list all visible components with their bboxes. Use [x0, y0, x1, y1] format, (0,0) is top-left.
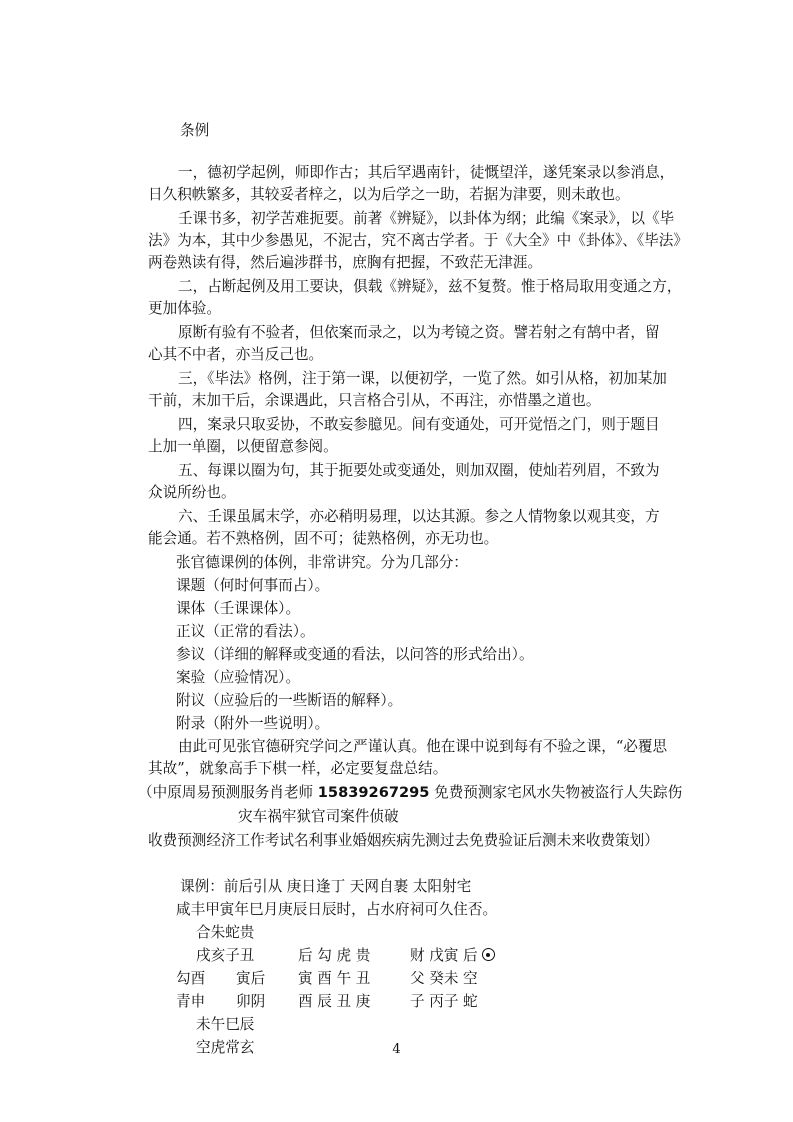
paragraph-line: 能会通。若不熟格例，固不可；徒熟格例，亦无功也。	[148, 530, 499, 547]
list-item: 案验（应验情况）。	[176, 669, 301, 686]
tianpan-row: 戌亥子丑	[196, 947, 255, 964]
case-description: 咸丰甲寅年巳月庚辰日辰时，占水府祠可久住否。	[176, 901, 498, 918]
paragraph-line: 原断有验有不验者，但依案而录之，以为考镜之资。譬若射之有鹄中者，留	[178, 324, 660, 341]
paragraph-line: 由此可见张官德研究学问之严谨认真。他在课中说到每有不验之课，“必覆思	[178, 738, 668, 755]
paragraph-line: 众说所纷也。	[148, 484, 236, 501]
case-header: 课例：前后引从 庚日逢丁 天网自裹 太阳射宅	[180, 878, 472, 895]
section-title: 条例	[180, 122, 210, 139]
paragraph-line: 一，德初学起例，师即作古；其后罕遇南针，徒慨望洋，遂凭案录以参消息，	[178, 164, 675, 181]
list-item: 课题（何时何事而占）。	[176, 577, 330, 594]
paragraph-line: 两卷熟读有得，然后遍涉群书，庶胸有把握，不致茫无津涯。	[148, 254, 543, 271]
paragraph-line: 更加体验。	[148, 300, 221, 317]
sanchuan-row: 父 癸未 空	[410, 970, 478, 987]
sike-row: 酉 辰 丑 庚	[298, 993, 371, 1010]
paragraph-line: 四，案录只取妥协，不敢妄参臆见。间有变通处，可开觉悟之门，则于题目	[178, 416, 660, 433]
tianpan-row: 勾酉	[176, 970, 206, 987]
contact-line: 灾车祸牢狱官司案件侦破	[238, 808, 399, 825]
paragraph-line: 上加一单圈，以便留意参阅。	[148, 438, 338, 455]
sike-row: 后 勾 虎 贵	[298, 947, 371, 964]
paragraph-line: 心其不中者，亦当反己也。	[148, 346, 324, 363]
paragraph-line: 二，占断起例及用工要诀，俱载《辨疑》，兹不复赘。惟于格局取用变通之方，	[178, 278, 682, 295]
contact-line: （中原周易预测服务肖老师 15839267295 免费预测家宅风水失物被盗行人失踪伤	[138, 784, 683, 801]
phone-number: 15839267295	[317, 784, 430, 801]
paragraph-line: 三，《毕法》格例，注于第一课，以便初学，一览了然。如引从格，初加某加	[178, 370, 667, 387]
tianpan-row: 未午巳辰	[196, 1016, 255, 1033]
list-item: 正议（正常的看法）。	[176, 623, 315, 640]
list-item: 参议（详细的解释或变通的看法，以问答的形式给出）。	[176, 646, 534, 663]
sanchuan-row: 子 丙子 蛇	[410, 993, 478, 1010]
paragraph-line: 干前，末加干后，余课遇此，只言格合引从，不再注，亦惜墨之道也。	[148, 392, 601, 409]
paragraph-line: 法》为本，其中少参愚见，不泥古，究不离古学者。于《大全》中《卦体》、《毕法》	[148, 232, 688, 249]
sun-circle-icon	[482, 948, 495, 961]
contact-line: 收费预测经济工作考试名利事业婚姻疾病先测过去免费验证后测未来收费策划）	[148, 832, 659, 849]
list-item: 课体（壬课课体）。	[176, 600, 301, 617]
paragraph-line: 六、壬课虽属末学，亦必稍明易理，以达其源。参之人情物象以观其变，方	[178, 508, 660, 525]
tianpan-row: 青申	[176, 993, 206, 1010]
list-item: 附录（附外一些说明）。	[176, 715, 330, 732]
paragraph-line: 日久积帙繁多，其较妥者梓之，以为后学之一助，若据为津要，则未敢也。	[148, 186, 630, 203]
sanchuan-row: 财 戊寅 后	[410, 945, 495, 967]
paragraph-line: 壬课书多，初学苦难扼要。前著《辨疑》，以卦体为纲；此编《案录》，以《毕	[178, 210, 675, 227]
paragraph-line: 五、每课以圈为句，其于扼要处或变通处，则加双圈，使灿若列眉，不致为	[178, 462, 660, 479]
page-number: 4	[392, 1042, 401, 1057]
tianpan-row: 寅后	[236, 970, 266, 987]
tianpan-row: 合朱蛇贵	[196, 924, 255, 941]
paragraph-line: 其故”，就象高手下棋一样，必定要复盘总结。	[148, 760, 448, 777]
sike-row: 寅 酉 午 丑	[298, 970, 371, 987]
list-item: 附议（应验后的一些断语的解释）。	[176, 692, 403, 709]
intro-line: 张官德课例的体例，非常讲究。分为几部分：	[176, 554, 468, 571]
tianpan-row: 空虎常玄	[196, 1039, 255, 1056]
tianpan-row: 卯阴	[236, 993, 266, 1010]
